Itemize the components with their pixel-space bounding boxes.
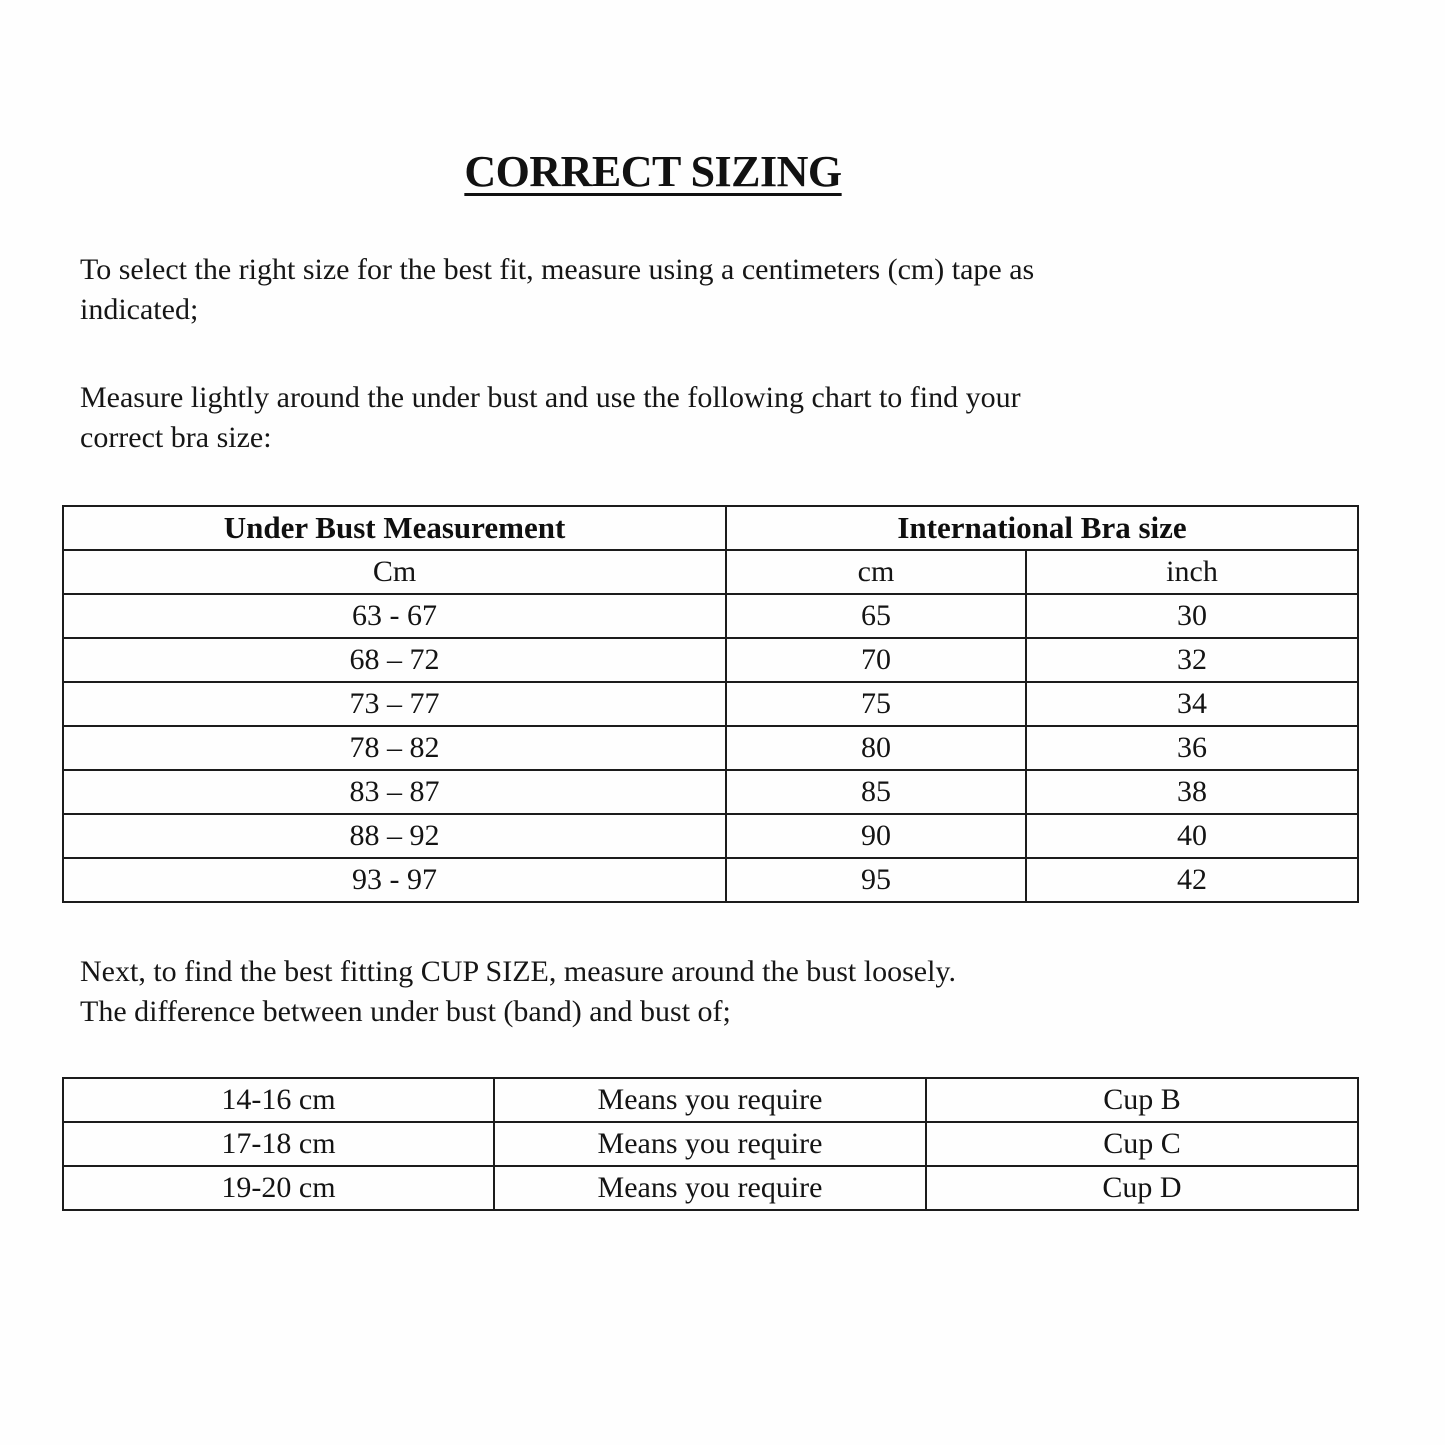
bra-size-cm: 85	[726, 770, 1026, 814]
table-row	[63, 682, 1358, 726]
band-table-subheader-inch: inch	[1026, 550, 1358, 594]
under-bust-range: 78 – 82	[63, 726, 726, 770]
under-bust-range: 68 – 72	[63, 638, 726, 682]
measure-paragraph-line-2: correct bra size:	[80, 421, 272, 454]
bra-size-inch: 40	[1026, 814, 1358, 858]
band-table-subheader-row	[63, 550, 1358, 594]
under-bust-range: 63 - 67	[63, 594, 726, 638]
bust-difference-range: 19-20 cm	[63, 1166, 494, 1210]
bra-size-cm: 75	[726, 682, 1026, 726]
band-table-subheader-cm-left: Cm	[63, 550, 726, 594]
bra-size-inch: 42	[1026, 858, 1358, 902]
measure-paragraph-line-1: Measure lightly around the under bust and use the following chart to find your	[80, 381, 1021, 414]
cup-size-paragraph-line-1: Next, to find the best fitting CUP SIZE, measure around the bust loosely.	[80, 955, 956, 988]
under-bust-range: 73 – 77	[63, 682, 726, 726]
under-bust-range: 83 – 87	[63, 770, 726, 814]
cup-size: Cup C	[926, 1122, 1358, 1166]
bra-size-inch: 38	[1026, 770, 1358, 814]
bust-difference-range: 17-18 cm	[63, 1122, 494, 1166]
bust-difference-range: 14-16 cm	[63, 1078, 494, 1122]
bra-size-inch: 36	[1026, 726, 1358, 770]
band-table-header-row	[63, 506, 1358, 550]
cup-size-table	[62, 1077, 1359, 1211]
bra-size-cm: 80	[726, 726, 1026, 770]
page-title: CORRECT SIZING	[464, 147, 842, 196]
under-bust-range: 93 - 97	[63, 858, 726, 902]
bra-size-cm: 90	[726, 814, 1026, 858]
under-bust-range: 88 – 92	[63, 814, 726, 858]
table-row	[63, 814, 1358, 858]
bra-size-cm: 65	[726, 594, 1026, 638]
requirement-phrase: Means you require	[494, 1122, 926, 1166]
table-row	[63, 1166, 1358, 1210]
table-row	[63, 638, 1358, 682]
cup-size-paragraph	[80, 952, 956, 1032]
table-row	[63, 594, 1358, 638]
band-size-table	[62, 505, 1359, 903]
table-row	[63, 726, 1358, 770]
band-table-header-bra-size: International Bra size	[726, 506, 1358, 550]
table-row	[63, 1078, 1358, 1122]
bra-size-inch: 34	[1026, 682, 1358, 726]
table-row	[63, 1122, 1358, 1166]
bra-size-inch: 32	[1026, 638, 1358, 682]
intro-paragraph	[80, 250, 1034, 330]
intro-paragraph-line-2: indicated;	[80, 293, 199, 326]
bra-size-inch: 30	[1026, 594, 1358, 638]
table-row	[63, 770, 1358, 814]
bra-size-cm: 70	[726, 638, 1026, 682]
requirement-phrase: Means you require	[494, 1166, 926, 1210]
cup-size-paragraph-line-2: The difference between under bust (band) and bust of;	[80, 995, 731, 1028]
cup-size: Cup B	[926, 1078, 1358, 1122]
bra-size-cm: 95	[726, 858, 1026, 902]
measure-paragraph	[80, 378, 1021, 458]
requirement-phrase: Means you require	[494, 1078, 926, 1122]
band-table-header-under-bust: Under Bust Measurement	[63, 506, 726, 550]
intro-paragraph-line-1: To select the right size for the best fit, measure using a centimeters (cm) tape as	[80, 253, 1035, 286]
table-row	[63, 858, 1358, 902]
band-table-subheader-cm: cm	[726, 550, 1026, 594]
cup-size: Cup D	[926, 1166, 1358, 1210]
